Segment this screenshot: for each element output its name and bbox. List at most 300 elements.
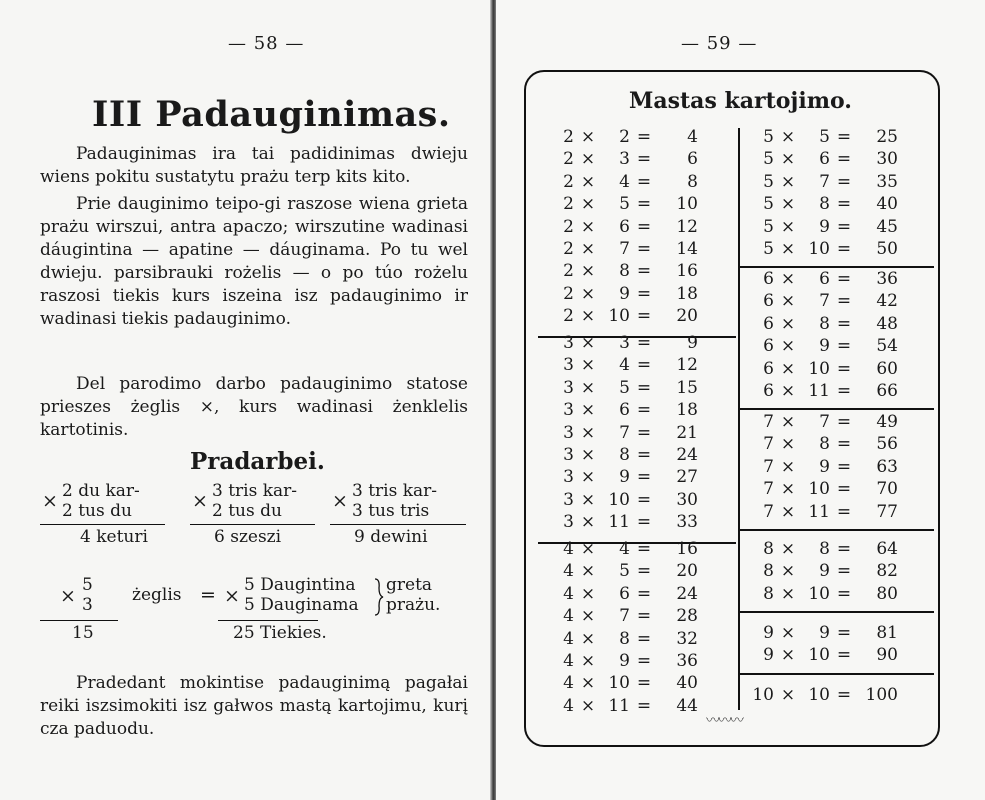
equals-sign: =: [636, 171, 652, 192]
group-divider: [740, 611, 934, 613]
times-sign: ×: [780, 645, 796, 666]
equals-sign: =: [836, 434, 852, 455]
product: 4: [687, 127, 698, 147]
factor-b: 6: [819, 269, 830, 289]
brace-icon: [374, 578, 384, 616]
table-row: [752, 622, 932, 644]
factor-b: 6: [619, 216, 630, 237]
table-row: [552, 444, 732, 466]
equals-sign: =: [636, 489, 652, 510]
product: 21: [676, 422, 698, 443]
factor-a: 8: [763, 539, 774, 559]
times-sign: ×: [780, 501, 796, 522]
table-title: Mastas kartojimo.: [629, 88, 852, 114]
table-row: [552, 283, 732, 305]
factor-a: 3: [563, 512, 574, 533]
table-row: [752, 216, 932, 238]
example-3: [330, 482, 470, 552]
group-divider: [740, 529, 934, 531]
equals-sign: =: [836, 127, 852, 147]
table-row: [552, 538, 732, 560]
factor-b: 11: [608, 512, 630, 533]
table-row: [552, 422, 732, 444]
example-2: [190, 482, 320, 552]
factor-a: 5: [763, 216, 774, 237]
equals-sign: =: [836, 412, 852, 432]
equals-sign: =: [836, 685, 852, 705]
equals-sign: =: [836, 501, 852, 522]
product: 30: [876, 149, 898, 170]
factor-b: 5: [619, 561, 630, 582]
table-row: [552, 650, 732, 672]
equals-sign: =: [636, 445, 652, 465]
times-sign: ×: [780, 623, 796, 643]
times-sign: ×: [780, 583, 796, 604]
product: 35: [876, 171, 898, 192]
table-row: [552, 583, 732, 605]
product: 20: [676, 561, 698, 582]
right-page: [496, 0, 985, 800]
equals-sign: =: [636, 583, 652, 604]
product: 20: [676, 306, 698, 327]
product: 12: [676, 355, 698, 376]
equals-sign: =: [636, 651, 652, 671]
times-sign: ×: [780, 434, 796, 455]
times-sign: ×: [580, 355, 596, 376]
times-sign: ×: [780, 539, 796, 559]
product: 77: [876, 501, 898, 522]
factor-a: 2: [563, 306, 574, 327]
times-sign: ×: [580, 422, 596, 443]
factor-a: 5: [763, 239, 774, 259]
factor-a: 5: [763, 127, 774, 147]
group-divider: [740, 673, 934, 675]
factor-a: 4: [563, 651, 574, 671]
example-1: [40, 482, 170, 552]
factor-b: 9: [819, 216, 830, 237]
times-sign: ×: [580, 628, 596, 649]
product: 9 dewini: [354, 527, 428, 547]
factor-a: 5: [763, 171, 774, 192]
table-row: [752, 411, 932, 433]
multiplier: 3: [82, 595, 93, 615]
factor-a: 3: [563, 377, 574, 398]
factor-a: 6: [763, 336, 774, 357]
product: 8: [687, 171, 698, 192]
table-row: [752, 684, 932, 706]
equals-sign: =: [836, 456, 852, 477]
table-row: [552, 126, 732, 148]
factor-b: 9: [819, 623, 830, 643]
factor-b: 3: [619, 149, 630, 170]
factor-a: 6: [763, 358, 774, 379]
multiplicand: 3 tris kar-: [352, 481, 438, 501]
table-row: [552, 489, 732, 511]
factor-b: 8: [819, 313, 830, 334]
equals-sign: =: [636, 377, 652, 398]
equals-sign: =: [836, 216, 852, 237]
factor-a: 5: [763, 194, 774, 215]
equals-sign: =: [836, 623, 852, 643]
factor-b: 9: [619, 283, 630, 304]
factor-b: 11: [808, 501, 830, 522]
equals-sign: =: [636, 628, 652, 649]
times-sign: ×: [580, 216, 596, 237]
factor-b: 10: [808, 685, 830, 705]
equals-sign: =: [836, 336, 852, 357]
times-sign: ×: [192, 490, 208, 512]
table-row: [552, 171, 732, 193]
table-row: [552, 605, 732, 627]
decorative-rule: 〰〰〰: [706, 713, 742, 729]
product: 15: [72, 623, 94, 643]
factor-a: 7: [763, 434, 774, 455]
paragraph-4: Pradedant mokintise padauginimą pagałai reiki iszsimokiti isz gałwos mastą kartojimu, kurį cza paduodu.: [40, 673, 468, 739]
multiplicand: 2 du kar-: [62, 481, 140, 501]
times-sign: ×: [580, 673, 596, 694]
factor-b: 2: [619, 127, 630, 147]
times-sign: ×: [580, 171, 596, 192]
table-row: [752, 538, 932, 560]
times-sign: ×: [580, 239, 596, 259]
factor-b: 8: [619, 445, 630, 465]
table-row: [552, 305, 732, 327]
factor-a: 2: [563, 127, 574, 147]
factor-b: 4: [619, 539, 630, 559]
table-row: [752, 238, 932, 260]
product: 48: [876, 313, 898, 334]
product: 50: [876, 239, 898, 259]
product: 82: [876, 561, 898, 582]
chapter-title: III Padauginimas.: [92, 94, 451, 135]
factor-a: 2: [563, 283, 574, 304]
equals-sign: =: [636, 239, 652, 259]
times-sign: ×: [580, 445, 596, 465]
times-sign: ×: [42, 490, 58, 512]
factor-a: 3: [563, 400, 574, 421]
multiplier: 2 tus du: [212, 501, 282, 521]
factor-b: 9: [619, 467, 630, 488]
equals-sign: =: [636, 127, 652, 147]
result-bar: [218, 620, 318, 621]
factor-a: 3: [563, 489, 574, 510]
times-sign: ×: [780, 239, 796, 259]
result-bar: [190, 524, 315, 525]
times-sign: ×: [580, 333, 596, 353]
times-sign: ×: [580, 539, 596, 559]
factor-b: 8: [819, 434, 830, 455]
factor-b: 10: [808, 239, 830, 259]
times-sign: ×: [224, 585, 240, 607]
table-row: [552, 511, 732, 533]
factor-b: 8: [619, 261, 630, 282]
table-row: [752, 148, 932, 170]
table-row: [752, 583, 932, 605]
equals-sign: =: [636, 467, 652, 488]
equals-sign: =: [200, 584, 216, 606]
table-row: [552, 332, 732, 354]
example-large: [40, 576, 470, 646]
equals-sign: =: [636, 539, 652, 559]
equals-sign: =: [836, 479, 852, 500]
times-sign: ×: [580, 400, 596, 421]
product: 36: [876, 269, 898, 289]
factor-b: 7: [619, 606, 630, 627]
multiplier: 3 tus tris: [352, 501, 430, 521]
factor-b: 6: [619, 400, 630, 421]
multiplier-label: 5 Dauginama: [244, 595, 359, 615]
factor-b: 11: [608, 695, 630, 716]
equals-sign: =: [836, 269, 852, 289]
times-sign: ×: [780, 171, 796, 192]
product: 54: [876, 336, 898, 357]
times-sign: ×: [780, 194, 796, 215]
factor-a: 4: [563, 673, 574, 694]
table-row: [752, 560, 932, 582]
times-sign: ×: [580, 561, 596, 582]
table-row: [752, 644, 932, 666]
factor-b: 10: [808, 479, 830, 500]
times-sign: ×: [580, 651, 596, 671]
factor-a: 6: [763, 381, 774, 401]
factor-b: 6: [619, 583, 630, 604]
factor-b: 7: [819, 291, 830, 312]
times-sign: ×: [780, 336, 796, 357]
factor-b: 7: [619, 422, 630, 443]
factor-b: 4: [619, 355, 630, 376]
factor-a: 2: [563, 171, 574, 192]
result-bar: [330, 524, 466, 525]
table-row: [552, 260, 732, 282]
product: 49: [876, 412, 898, 432]
times-sign: ×: [580, 583, 596, 604]
factor-b: 5: [819, 127, 830, 147]
factor-b: 4: [619, 171, 630, 192]
product: 6: [687, 149, 698, 170]
times-sign: ×: [580, 306, 596, 327]
table-row: [752, 501, 932, 523]
equals-sign: =: [836, 583, 852, 604]
factor-b: 9: [619, 651, 630, 671]
product: 12: [676, 216, 698, 237]
equals-sign: =: [636, 695, 652, 716]
product: 36: [676, 651, 698, 671]
table-row: [752, 335, 932, 357]
times-sign: ×: [780, 381, 796, 401]
equals-sign: =: [636, 606, 652, 627]
equals-sign: =: [636, 422, 652, 443]
times-sign: ×: [580, 489, 596, 510]
table-row: [552, 560, 732, 582]
product: 32: [676, 628, 698, 649]
factor-b: 10: [608, 673, 630, 694]
equals-sign: =: [636, 673, 652, 694]
factor-b: 7: [819, 171, 830, 192]
equals-sign: =: [636, 194, 652, 215]
factor-a: 6: [763, 269, 774, 289]
factor-a: 4: [563, 695, 574, 716]
factor-b: 10: [808, 358, 830, 379]
table-row: [552, 377, 732, 399]
brace-label-1: greta: [386, 575, 433, 595]
equals-sign: =: [836, 239, 852, 259]
factor-a: 7: [763, 479, 774, 500]
factor-a: 4: [563, 561, 574, 582]
table-row: [752, 126, 932, 148]
times-sign: ×: [580, 467, 596, 488]
factor-b: 10: [808, 583, 830, 604]
equals-sign: =: [636, 355, 652, 376]
table-row: [552, 466, 732, 488]
equals-sign: =: [636, 216, 652, 237]
table-row: [752, 380, 932, 402]
factor-b: 7: [619, 239, 630, 259]
left-page: [0, 0, 492, 800]
times-sign: ×: [580, 149, 596, 170]
factor-a: 5: [763, 149, 774, 170]
table-row: [752, 193, 932, 215]
product: 45: [876, 216, 898, 237]
factor-a: 8: [763, 561, 774, 582]
factor-b: 11: [808, 381, 830, 401]
product: 30: [676, 489, 698, 510]
times-sign: ×: [580, 606, 596, 627]
table-row: [552, 148, 732, 170]
factor-a: 2: [563, 261, 574, 282]
factor-a: 4: [563, 606, 574, 627]
times-sign: ×: [780, 291, 796, 312]
product: 70: [876, 479, 898, 500]
equals-sign: =: [836, 194, 852, 215]
equals-sign: =: [636, 400, 652, 421]
factor-a: 4: [563, 583, 574, 604]
times-sign: ×: [580, 127, 596, 147]
product: 18: [676, 283, 698, 304]
factor-a: 8: [763, 583, 774, 604]
product: 60: [876, 358, 898, 379]
product: 81: [876, 623, 898, 643]
product: 9: [687, 333, 698, 353]
times-sign: ×: [580, 377, 596, 398]
factor-a: 4: [563, 628, 574, 649]
factor-b: 8: [619, 628, 630, 649]
product: 24: [676, 583, 698, 604]
product: 25: [876, 127, 898, 147]
factor-b: 7: [819, 412, 830, 432]
equals-sign: =: [836, 381, 852, 401]
product: 18: [676, 400, 698, 421]
product: 40: [876, 194, 898, 215]
equals-sign: =: [836, 291, 852, 312]
times-sign: ×: [780, 127, 796, 147]
factor-a: 3: [563, 333, 574, 353]
product: 16: [676, 539, 698, 559]
times-sign: ×: [780, 269, 796, 289]
product: 14: [676, 239, 698, 259]
table-row: [552, 354, 732, 376]
multiplicand: 5: [82, 575, 93, 595]
equals-sign: =: [636, 149, 652, 170]
paragraph-2: Prie dauginimo teipo-gi raszose wiena grieta prażu wirszui, antra apaczo; wirszutine wadinasi dáugintina — apatine — dáuginama. Po tu wel dwieju. parsibrauki rożelis — o po túo rożelu raszosi tiekis kurs iszeina isz padauginimo ir wadinasi tiekis padauginimo.: [40, 194, 468, 329]
product: 64: [876, 539, 898, 559]
examples-heading: Pradarbei.: [190, 448, 325, 475]
times-sign: ×: [60, 585, 76, 607]
brace-label-2: prażu.: [386, 595, 441, 615]
equals-sign: =: [636, 306, 652, 327]
equals-sign: =: [836, 358, 852, 379]
times-sign: ×: [580, 283, 596, 304]
paragraph-3: Del parodimo darbo padauginimo statose prieszes żeglis ×, kurs wadinasi żenklelis kartotinis.: [40, 374, 468, 440]
equals-sign: =: [836, 645, 852, 666]
factor-a: 2: [563, 239, 574, 259]
product: 33: [676, 512, 698, 533]
times-sign: ×: [580, 194, 596, 215]
table-row: [752, 313, 932, 335]
factor-a: 6: [763, 313, 774, 334]
times-sign: ×: [580, 512, 596, 533]
factor-a: 3: [563, 422, 574, 443]
table-row: [752, 290, 932, 312]
table-row: [752, 268, 932, 290]
product: 15: [676, 377, 698, 398]
product: 27: [676, 467, 698, 488]
equals-sign: =: [636, 512, 652, 533]
factor-a: 2: [563, 149, 574, 170]
factor-b: 10: [808, 645, 830, 666]
table-row: [552, 216, 732, 238]
factor-a: 10: [752, 685, 774, 705]
result-bar: [40, 620, 118, 621]
factor-b: 9: [819, 336, 830, 357]
product: 44: [676, 695, 698, 716]
factor-a: 9: [763, 645, 774, 666]
product: 40: [676, 673, 698, 694]
page-number: — 58 —: [228, 33, 305, 54]
product-label: 25 Tiekies.: [233, 623, 327, 643]
equals-sign: =: [636, 561, 652, 582]
factor-a: 9: [763, 623, 774, 643]
equals-sign: =: [636, 333, 652, 353]
product: 6 szeszi: [214, 527, 282, 547]
table-row: [552, 672, 732, 694]
factor-b: 3: [619, 333, 630, 353]
multiplicand: 3 tris kar-: [212, 481, 298, 501]
factor-b: 5: [619, 377, 630, 398]
product: 80: [876, 583, 898, 604]
table-row: [552, 238, 732, 260]
times-sign: ×: [580, 695, 596, 716]
product: 100: [865, 685, 898, 705]
times-sign: ×: [780, 358, 796, 379]
equals-sign: =: [836, 539, 852, 559]
product: 10: [676, 194, 698, 215]
sign-label: żeglis: [132, 585, 182, 605]
multiplier: 2 tus du: [62, 501, 132, 521]
equals-sign: =: [636, 261, 652, 282]
table-row: [752, 171, 932, 193]
table-row: [752, 358, 932, 380]
table-row: [752, 456, 932, 478]
factor-a: 6: [763, 291, 774, 312]
factor-b: 5: [619, 194, 630, 215]
times-sign: ×: [780, 313, 796, 334]
times-sign: ×: [780, 216, 796, 237]
product: 4 keturi: [80, 527, 148, 547]
product: 24: [676, 445, 698, 465]
times-sign: ×: [332, 490, 348, 512]
factor-b: 6: [819, 149, 830, 170]
factor-b: 8: [819, 539, 830, 559]
